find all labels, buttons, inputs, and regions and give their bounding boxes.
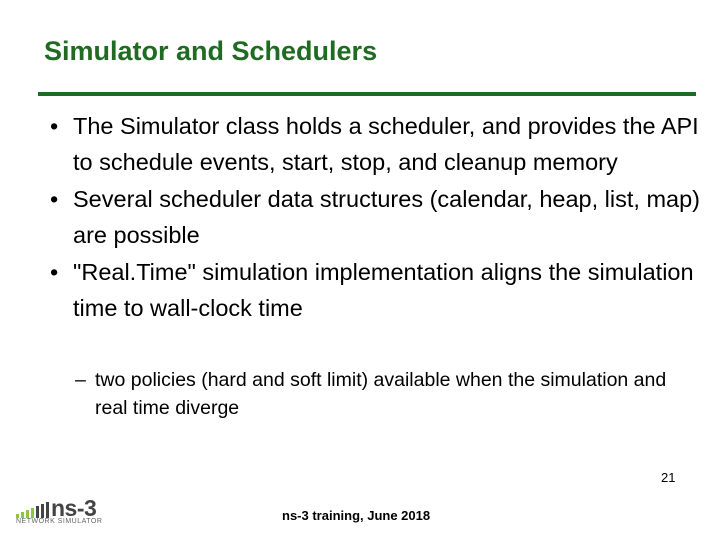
page-number: 21 <box>661 470 676 485</box>
bullet-text: Several scheduler data structures (calendar, heap, list, map) are possible <box>73 186 700 248</box>
logo-text: ns-3 <box>51 495 97 521</box>
logo-subtext: NETWORK SIMULATOR <box>16 518 103 525</box>
footer-text: ns-3 training, June 2018 <box>282 508 431 523</box>
sub-bullet <box>75 366 695 422</box>
bullet-item <box>50 181 700 253</box>
bullet-text: "Real.Time" simulation implementation aligns the simulation time to wall-clock time <box>73 259 694 321</box>
title-divider <box>38 92 696 96</box>
sub-bullet-text: two policies (hard and soft limit) available when the simulation and real time diverge <box>95 369 667 419</box>
signal-bars-icon <box>16 502 50 518</box>
ns3-logo <box>14 497 129 529</box>
bullet-marker: • <box>50 186 59 212</box>
bullet-marker: • <box>50 113 59 139</box>
bullet-text: The Simulator class holds a scheduler, and provides the API to schedule events, start, stop, and cleanup memory <box>73 113 699 175</box>
slide-title: Simulator and Schedulers <box>44 36 378 66</box>
bullet-item <box>50 108 700 180</box>
bullet-list <box>50 108 700 327</box>
bullet-marker: • <box>50 259 59 285</box>
bullet-item <box>50 254 700 326</box>
sub-bullet-marker: – <box>75 369 86 391</box>
